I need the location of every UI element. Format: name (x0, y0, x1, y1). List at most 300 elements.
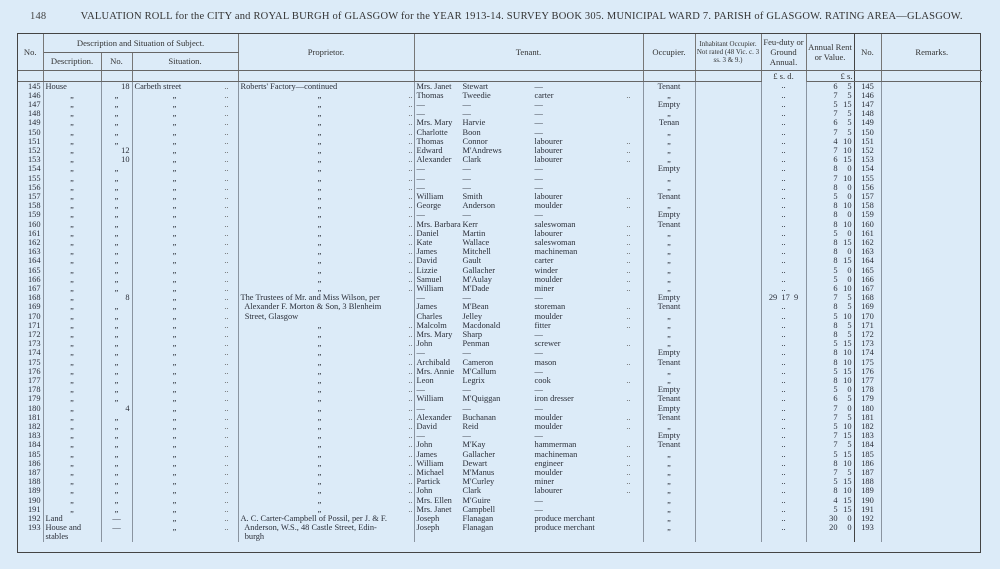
proprietor: „ (317, 394, 322, 404)
proprietor: „ (317, 385, 322, 395)
rent-shillings: 10 (843, 145, 852, 155)
street-number: „ (101, 137, 132, 146)
inhabitant-occupier (695, 523, 761, 532)
situation: „ (172, 201, 177, 211)
proprietor: „ (317, 376, 322, 385)
tenant-cell (414, 477, 643, 486)
rent-pounds: 7 (833, 468, 838, 478)
dot-leader: .. (408, 118, 413, 128)
inhabitant-occupier (695, 109, 761, 118)
rent-pounds: 7 (833, 90, 838, 100)
rent-pounds: 8 (833, 237, 838, 247)
row-number-right: 178 (854, 385, 881, 394)
feu-duty: .. (761, 358, 806, 367)
tenant-first-name: William (416, 458, 444, 468)
tenant-first-name: John (416, 440, 433, 450)
tenant-cell (414, 358, 643, 367)
row-number-right: 164 (854, 256, 881, 265)
dot-leader: .. (408, 127, 413, 137)
proprietor: „ (317, 274, 322, 284)
occupier: „ (643, 523, 695, 532)
tenant-first-name: Alexander (416, 412, 452, 422)
situation: „ (172, 523, 177, 533)
description: House (43, 81, 101, 91)
feu-duty: .. (761, 183, 806, 192)
dot-leader: .. (408, 247, 413, 257)
occupier: „ (643, 468, 695, 477)
rent-shillings: 10 (843, 357, 852, 367)
rent-pounds: 7 (833, 127, 838, 137)
feu-duty: .. (761, 367, 806, 376)
table-row (18, 220, 982, 229)
proprietor: „ (317, 265, 322, 275)
feu-duty: .. (761, 192, 806, 201)
rent-pounds: 8 (833, 486, 838, 496)
street-number: 12 (101, 146, 132, 155)
description: „ (43, 505, 101, 514)
street-number: „ (101, 376, 132, 385)
street-number: „ (101, 118, 132, 127)
street-number: „ (101, 321, 132, 330)
dot-leader: .. (408, 283, 413, 293)
tenant-surname: Clark (462, 486, 482, 496)
proprietor-cell (238, 210, 414, 219)
row-number: 181 (18, 413, 43, 422)
proprietor: „ (317, 357, 322, 367)
proprietor: „ (317, 136, 322, 146)
proprietor-cell (238, 514, 414, 523)
tenant-surname: M'Quiggan (462, 394, 501, 404)
tenant-occupation: moulder (534, 274, 563, 284)
occupier: „ (643, 514, 695, 523)
remarks (881, 220, 982, 229)
table-row (18, 459, 982, 468)
dot-leader: .. (408, 376, 413, 385)
rent-shillings: 5 (847, 109, 852, 119)
proprietor-cell (238, 330, 414, 339)
inhabitant-occupier (695, 238, 761, 247)
row-number: 159 (18, 210, 43, 219)
proprietor: „ (317, 449, 322, 459)
proprietor-cell (238, 247, 414, 256)
remarks (881, 247, 982, 256)
tenant-surname: Flanagan (462, 523, 494, 533)
street-number: „ (101, 256, 132, 265)
tenant-occupation: storeman (534, 302, 566, 312)
dot-leader: .. (408, 164, 413, 174)
row-number: 173 (18, 339, 43, 348)
tenant-first-name: Malcolm (416, 320, 447, 330)
feu-duty: .. (761, 174, 806, 183)
occupier: „ (643, 367, 695, 376)
annual-rent-cell (806, 91, 854, 100)
annual-rent-cell (806, 174, 854, 183)
situation-cell (132, 109, 238, 118)
proprietor-cell (238, 146, 414, 155)
row-number-right: 162 (854, 238, 881, 247)
situation-cell (132, 275, 238, 284)
inhabitant-occupier (695, 118, 761, 127)
street-number: 8 (101, 293, 132, 302)
remarks (881, 266, 982, 275)
inhabitant-occupier (695, 422, 761, 431)
proprietor-cell (238, 348, 414, 357)
tenant-cell (414, 266, 643, 275)
tenant-occupation: saleswoman (534, 237, 576, 247)
dot-leader: .. (224, 320, 229, 330)
row-number-right: 183 (854, 431, 881, 440)
proprietor: „ (317, 329, 322, 339)
feu-duty: .. (761, 468, 806, 477)
situation: „ (172, 256, 177, 266)
situation-cell (132, 293, 238, 302)
dot-leader: .. (224, 394, 229, 404)
tenant-occupation: moulder (534, 422, 563, 432)
occupier: Empty (643, 100, 695, 109)
tenant-cell (414, 220, 643, 229)
situation-cell (132, 422, 238, 431)
dot-leader: .. (408, 458, 413, 468)
occupier: Tenant (643, 302, 695, 311)
occupier: Empty (643, 210, 695, 219)
row-number: 185 (18, 450, 43, 459)
dot-leader: .. (224, 449, 229, 459)
description: „ (43, 450, 101, 459)
proprietor-cell (238, 128, 414, 137)
tenant-cell (414, 229, 643, 238)
feu-duty: .. (761, 109, 806, 118)
proprietor-cell (238, 155, 414, 164)
annual-rent-cell (806, 404, 854, 413)
situation: „ (172, 422, 177, 432)
dot-leader: .. (224, 191, 229, 201)
feu-duty: .. (761, 523, 806, 532)
proprietor: „ (317, 173, 322, 183)
situation: „ (172, 495, 177, 505)
inhabitant-occupier (695, 137, 761, 146)
dot-leader: .. (224, 127, 229, 137)
rent-shillings: 0 (847, 164, 852, 174)
proprietor: „ (317, 486, 322, 496)
situation-cell (132, 220, 238, 229)
situation-cell (132, 394, 238, 403)
remarks (881, 201, 982, 210)
tenant-occupation: — (534, 403, 543, 413)
occupier: „ (643, 238, 695, 247)
description: „ (43, 174, 101, 183)
inhabitant-occupier (695, 367, 761, 376)
rent-shillings: 0 (847, 385, 852, 395)
annual-rent-cell (806, 238, 854, 247)
street-number: „ (101, 302, 132, 311)
occupier (643, 532, 695, 541)
situation: „ (172, 514, 177, 524)
feu-duty: .. (761, 477, 806, 486)
remarks (881, 321, 982, 330)
situation-cell (132, 514, 238, 523)
tenant-occupation: — (534, 348, 543, 358)
tenant-occupation: — (534, 210, 543, 220)
table-row (18, 275, 982, 284)
description: „ (43, 367, 101, 376)
proprietor: „ (317, 182, 322, 192)
row-number-right: 176 (854, 367, 881, 376)
feu-duty: .. (761, 440, 806, 449)
rent-shillings: 0 (847, 403, 852, 413)
table-row (18, 238, 982, 247)
situation-cell (132, 302, 238, 311)
tenant-first-name: — (416, 210, 425, 220)
proprietor: „ (317, 320, 322, 330)
row-number: 174 (18, 348, 43, 357)
row-number: 153 (18, 155, 43, 164)
inhabitant-occupier (695, 266, 761, 275)
row-number: 151 (18, 137, 43, 146)
table-row (18, 514, 982, 523)
situation-cell (132, 431, 238, 440)
proprietor-cell (238, 486, 414, 495)
row-number: 164 (18, 256, 43, 265)
remarks (881, 183, 982, 192)
inhabitant-occupier (695, 330, 761, 339)
dot-leader: .. (626, 320, 631, 330)
table-row (18, 164, 982, 173)
rent-pounds: 5 (833, 449, 838, 459)
table-row (18, 128, 982, 137)
rent-pounds: 5 (833, 366, 838, 376)
rent-shillings: 5 (847, 90, 852, 100)
situation: „ (172, 348, 177, 358)
rent-pounds: 5 (833, 99, 838, 109)
proprietor-cell (238, 91, 414, 100)
row-number: 146 (18, 91, 43, 100)
description: „ (43, 330, 101, 339)
rent-pounds: 5 (833, 422, 838, 432)
tenant-first-name: — (416, 403, 425, 413)
dot-leader: .. (408, 145, 413, 155)
dot-leader: .. (224, 504, 229, 514)
tenant-cell (414, 367, 643, 376)
situation: „ (172, 504, 177, 514)
tenant-occupation: moulder (534, 468, 563, 478)
row-number-right: 177 (854, 376, 881, 385)
street-number: „ (101, 477, 132, 486)
proprietor: „ (317, 118, 322, 128)
annual-rent-cell (806, 247, 854, 256)
row-number: 161 (18, 229, 43, 238)
situation: „ (172, 145, 177, 155)
tenant-first-name: — (416, 164, 425, 174)
feu-duty: .. (761, 385, 806, 394)
feu-duty: .. (761, 210, 806, 219)
situation: Carbeth street (134, 81, 182, 91)
dot-leader: .. (224, 366, 229, 376)
street-number: „ (101, 312, 132, 321)
tenant-occupation: moulder (534, 201, 563, 211)
table-row (18, 440, 982, 449)
dot-leader: .. (408, 486, 413, 496)
occupier: „ (643, 155, 695, 164)
occupier: „ (643, 477, 695, 486)
tenant-cell (414, 201, 643, 210)
rent-shillings: 15 (843, 237, 852, 247)
tenant-first-name: Daniel (416, 228, 439, 238)
rent-shillings: 10 (843, 136, 852, 146)
dot-leader: .. (224, 468, 229, 478)
occupier: „ (643, 91, 695, 100)
proprietor-cell (238, 275, 414, 284)
dot-leader: .. (224, 403, 229, 413)
tenant-cell (414, 514, 643, 523)
remarks (881, 118, 982, 127)
dot-leader: .. (224, 90, 229, 100)
dot-leader: .. (224, 514, 229, 524)
row-number-right: 192 (854, 514, 881, 523)
annual-rent-cell (806, 109, 854, 118)
situation-cell (132, 256, 238, 265)
occupier: Tenant (643, 394, 695, 403)
feu-duty: .. (761, 431, 806, 440)
situation-cell (132, 118, 238, 127)
situation: „ (172, 412, 177, 422)
occupier: „ (643, 275, 695, 284)
table-row (18, 532, 982, 541)
tenant-occupation: moulder (534, 412, 563, 422)
proprietor-cell (238, 413, 414, 422)
row-number: 176 (18, 367, 43, 376)
proprietor-cell (238, 266, 414, 275)
row-number: 179 (18, 394, 43, 403)
row-number-right: 165 (854, 266, 881, 275)
row-number: 162 (18, 238, 43, 247)
dot-leader: .. (224, 422, 229, 432)
situation: „ (172, 339, 177, 349)
rent-shillings: 10 (843, 283, 852, 293)
table-row (18, 81, 982, 91)
annual-rent-cell (806, 229, 854, 238)
tenant-surname: Anderson (462, 201, 496, 211)
dot-leader: .. (626, 256, 631, 266)
proprietor-cell (238, 532, 414, 541)
table-row (18, 376, 982, 385)
annual-rent-cell (806, 100, 854, 109)
tenant-occupation: — (534, 109, 543, 119)
table-row (18, 174, 982, 183)
inhabitant-occupier (695, 486, 761, 495)
dot-leader: .. (408, 256, 413, 266)
inhabitant-occupier (695, 358, 761, 367)
tenant-surname: — (462, 164, 471, 174)
annual-rent-cell (806, 183, 854, 192)
row-number-right: 146 (854, 91, 881, 100)
rent-pounds: 7 (833, 173, 838, 183)
feu-duty: .. (761, 514, 806, 523)
row-number: 170 (18, 312, 43, 321)
table-row (18, 137, 982, 146)
page-number: 148 (30, 11, 47, 22)
row-number-right: 180 (854, 404, 881, 413)
rent-shillings: 15 (843, 495, 852, 505)
situation-cell (132, 468, 238, 477)
row-number-right: 149 (854, 118, 881, 127)
proprietor: „ (317, 201, 322, 211)
rent-pounds: 8 (833, 348, 838, 358)
row-number-right: 169 (854, 302, 881, 311)
proprietor-cell (238, 118, 414, 127)
dot-leader: .. (224, 348, 229, 358)
tenant-cell (414, 532, 643, 541)
situation: „ (172, 458, 177, 468)
row-number-right: 166 (854, 275, 881, 284)
rent-pounds: 20 (829, 523, 838, 533)
proprietor: The Trustees of Mr. and Miss Wilson, per (240, 293, 380, 303)
feu-duty: .. (761, 284, 806, 293)
dot-leader: .. (408, 173, 413, 183)
street-number: „ (101, 339, 132, 348)
tenant-cell (414, 523, 643, 532)
description: „ (43, 376, 101, 385)
tenant-first-name: George (416, 201, 441, 211)
occupier: Tenant (643, 81, 695, 91)
dot-leader: .. (408, 237, 413, 247)
tenant-first-name: Lizzie (416, 265, 438, 275)
tenant-occupation: mason (534, 357, 557, 367)
table-row (18, 468, 982, 477)
col-header-tenant: Tenant. (414, 34, 643, 70)
rent-shillings: 10 (843, 201, 852, 211)
table-row (18, 247, 982, 256)
situation-cell (132, 358, 238, 367)
proprietor: „ (317, 468, 322, 478)
tenant-cell (414, 505, 643, 514)
table-row (18, 210, 982, 219)
situation-cell (132, 247, 238, 256)
dot-leader: .. (224, 136, 229, 146)
feu-duty: .. (761, 312, 806, 321)
situation: „ (172, 136, 177, 146)
street-number: „ (101, 486, 132, 495)
row-number-right: 161 (854, 229, 881, 238)
inhabitant-occupier (695, 155, 761, 164)
street-number: „ (101, 367, 132, 376)
inhabitant-occupier (695, 192, 761, 201)
inhabitant-occupier (695, 210, 761, 219)
table-row (18, 367, 982, 376)
description: stables (43, 532, 101, 541)
dot-leader: .. (224, 523, 229, 533)
table-row (18, 330, 982, 339)
rent-pounds: 6 (833, 283, 838, 293)
row-number-right: 170 (854, 312, 881, 321)
occupier: „ (643, 459, 695, 468)
street-number: „ (101, 183, 132, 192)
dot-leader: .. (224, 302, 229, 312)
occupier: „ (643, 146, 695, 155)
dot-leader: .. (626, 274, 631, 284)
dot-leader: .. (408, 265, 413, 275)
row-number: 150 (18, 128, 43, 137)
col-header-situation: Situation. (132, 52, 238, 70)
row-number: 166 (18, 275, 43, 284)
rent-shillings: 5 (847, 394, 852, 404)
feu-duty: .. (761, 505, 806, 514)
rent-units: £ s. (806, 70, 854, 81)
rent-shillings: 5 (847, 127, 852, 137)
situation: „ (172, 302, 177, 312)
situation-cell (132, 330, 238, 339)
description: „ (43, 339, 101, 348)
tenant-surname: Kerr (462, 219, 478, 229)
